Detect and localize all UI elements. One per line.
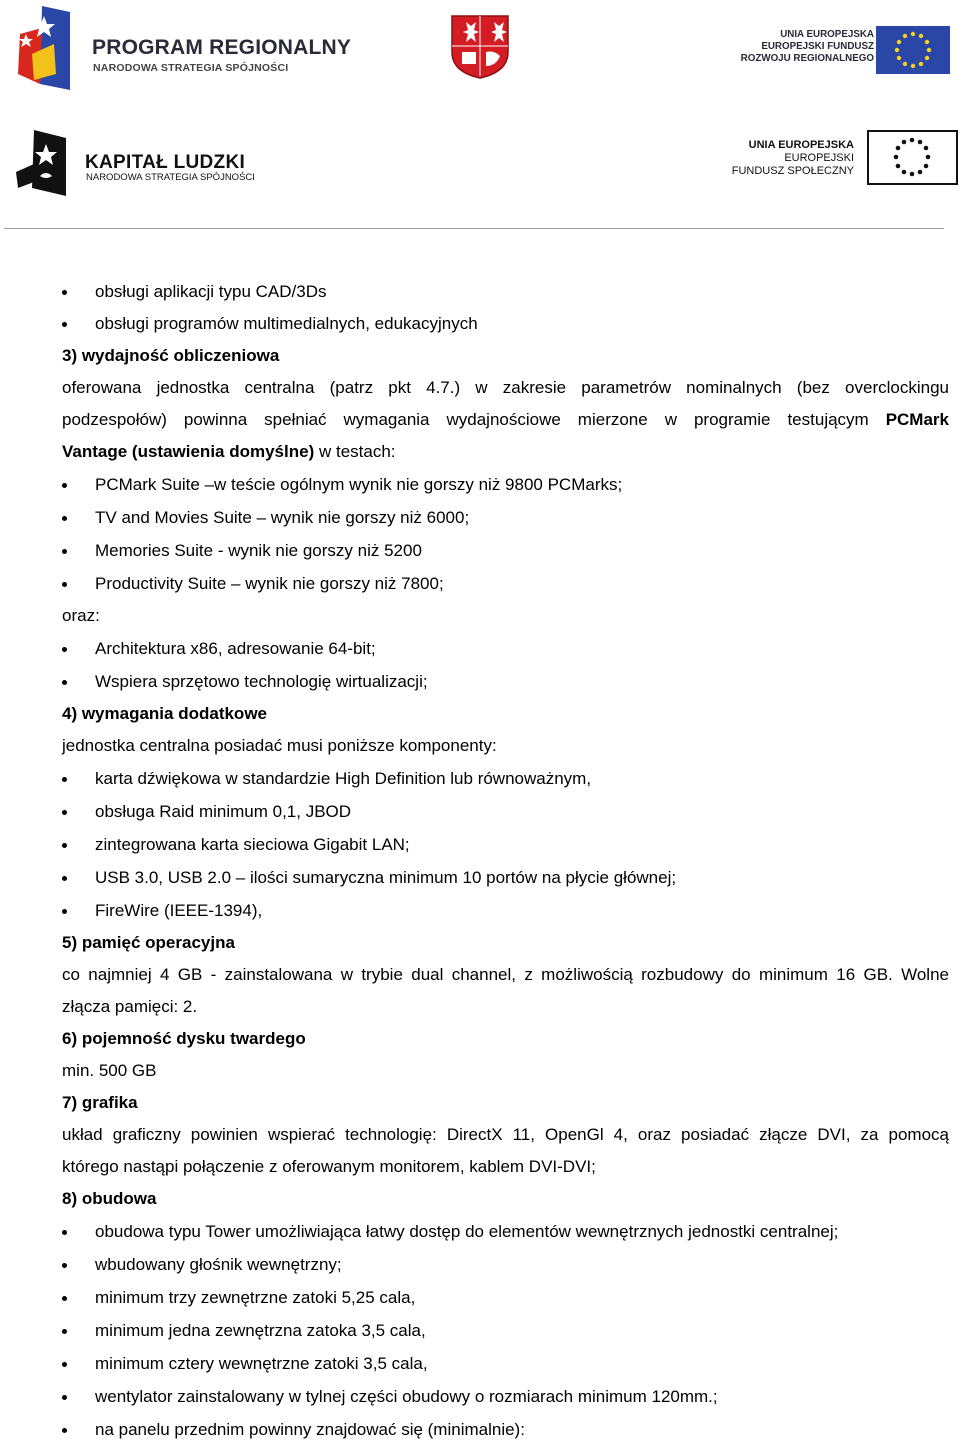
eu-top-line2: EUROPEJSKI FUNDUSZ	[761, 41, 874, 52]
list-item: Wspiera sprzętowo technologię wirtualizacji;	[62, 666, 949, 698]
paragraph-line	[62, 436, 949, 468]
list-item: PCMark Suite –w teście ogólnym wynik nie gorszy niż 9800 PCMarks;	[62, 469, 949, 501]
eu-bottom-line1: UNIA EUROPEJSKA	[748, 139, 854, 151]
eu-flag-outline-icon	[867, 130, 958, 185]
section-heading-7: 7) grafika	[62, 1093, 138, 1112]
paragraph-text: podzespołów) powinna spełniać wymagania wydajnościowe mierzone w programie testującym	[62, 410, 886, 429]
eu-top-line1: UNIA EUROPEJSKA	[780, 29, 874, 40]
list-item: TV and Movies Suite – wynik nie gorszy niż 6000;	[62, 502, 949, 534]
kapital-ludzki-emblem-icon	[14, 128, 70, 198]
program-regionalny-title: PROGRAM REGIONALNY	[92, 36, 352, 59]
paragraph-line: min. 500 GB	[62, 1061, 157, 1080]
list-item: obudowa typu Tower umożliwiająca łatwy dostęp do elementów wewnętrznych jednostki centralnej;	[62, 1216, 949, 1248]
list-item: minimum trzy zewnętrzne zatoki 5,25 cala,	[62, 1282, 949, 1314]
paragraph-bold-text: Vantage (ustawienia domyślne)	[62, 442, 315, 461]
paragraph-text: w testach:	[314, 442, 396, 461]
list-item: wbudowany głośnik wewnętrzny;	[62, 1249, 949, 1281]
list-item: minimum jedna zewnętrzna zatoka 3,5 cala,	[62, 1315, 949, 1347]
eu-social-fund-text	[732, 139, 854, 178]
eu-top-line3: ROZWOJU REGIONALNEGO	[740, 53, 874, 64]
paragraph-line	[62, 404, 949, 436]
paragraph-line: układ graficzny powinien wspierać technologię: DirectX 11, OpenGl 4, oraz posiadać złącze DVI, za pomocą	[62, 1125, 949, 1144]
eu-bottom-line3: FUNDUSZ SPOŁECZNY	[731, 165, 854, 177]
kapital-ludzki-logo	[14, 128, 274, 198]
list-item: FireWire (IEEE-1394),	[62, 895, 949, 927]
list-item: zintegrowana karta sieciowa Gigabit LAN;	[62, 829, 949, 861]
program-regionalny-emblem-icon	[14, 4, 76, 92]
paragraph-bold-text: PCMark	[885, 410, 949, 429]
list-item: Productivity Suite – wynik nie gorszy niż 7800;	[62, 568, 949, 600]
eu-social-fund-logo	[726, 128, 960, 190]
paragraph-line: co najmniej 4 GB - zainstalowana w trybie dual channel, z możliwością rozbudowy do minimum 16 GB. Wolne	[62, 965, 949, 984]
section-heading-4: 4) wymagania dodatkowe	[62, 704, 267, 723]
eu-regional-fund-logo	[736, 26, 956, 78]
crest-icon	[450, 14, 510, 80]
list-item: wentylator zainstalowany w tylnej części obudowy o rozmiarach minimum 120mm.;	[62, 1381, 949, 1413]
paragraph-line: jednostka centralna posiadać musi poniższe komponenty:	[62, 736, 497, 755]
list-item: na panelu przednim powinny znajdować się (minimalnie):	[62, 1414, 949, 1446]
list-item: obsługi aplikacji typu CAD/3Ds	[62, 276, 949, 308]
list-item: USB 3.0, USB 2.0 – ilości sumaryczna minimum 10 portów na płycie głównej;	[62, 862, 949, 894]
program-regionalny-subtitle: NARODOWA STRATEGIA SPÓJNOŚCI	[93, 62, 289, 74]
document-body	[62, 276, 949, 1446]
section-heading-5: 5) pamięć operacyjna	[62, 933, 235, 952]
list-item: Memories Suite - wynik nie gorszy niż 5200	[62, 535, 949, 567]
paragraph-line: oraz:	[62, 606, 100, 625]
section-heading-8: 8) obudowa	[62, 1189, 157, 1208]
eu-flag-icon	[876, 26, 950, 74]
list-item: karta dźwiękowa w standardzie High Definition lub równoważnym,	[62, 763, 949, 795]
eu-bottom-line2: EUROPEJSKI	[784, 152, 854, 164]
list-item: minimum cztery wewnętrzne zatoki 3,5 cala,	[62, 1348, 949, 1380]
list-item: obsługa Raid minimum 0,1, JBOD	[62, 796, 949, 828]
kapital-ludzki-title: KAPITAŁ LUDZKI	[85, 152, 246, 173]
section-heading-6: 6) pojemność dysku twardego	[62, 1029, 306, 1048]
list-item: Architektura x86, adresowanie 64-bit;	[62, 633, 949, 665]
list-item: obsługi programów multimedialnych, edukacyjnych	[62, 308, 949, 340]
paragraph-line: złącza pamięci: 2.	[62, 997, 198, 1016]
section-heading-3: 3) wydajność obliczeniowa	[62, 346, 280, 365]
paragraph-line: którego nastąpi połączenie z oferowanym monitorem, kablem DVI-DVI;	[62, 1157, 596, 1176]
program-regionalny-logo	[14, 4, 359, 94]
kapital-ludzki-subtitle: NARODOWA STRATEGIA SPÓJNOŚCI	[86, 172, 255, 183]
eu-regional-fund-text	[741, 29, 874, 65]
header-divider	[4, 228, 944, 229]
paragraph-line: oferowana jednostka centralna (patrz pkt 4.7.) w zakresie parametrów nominalnych (bez overclockingu	[62, 378, 949, 397]
